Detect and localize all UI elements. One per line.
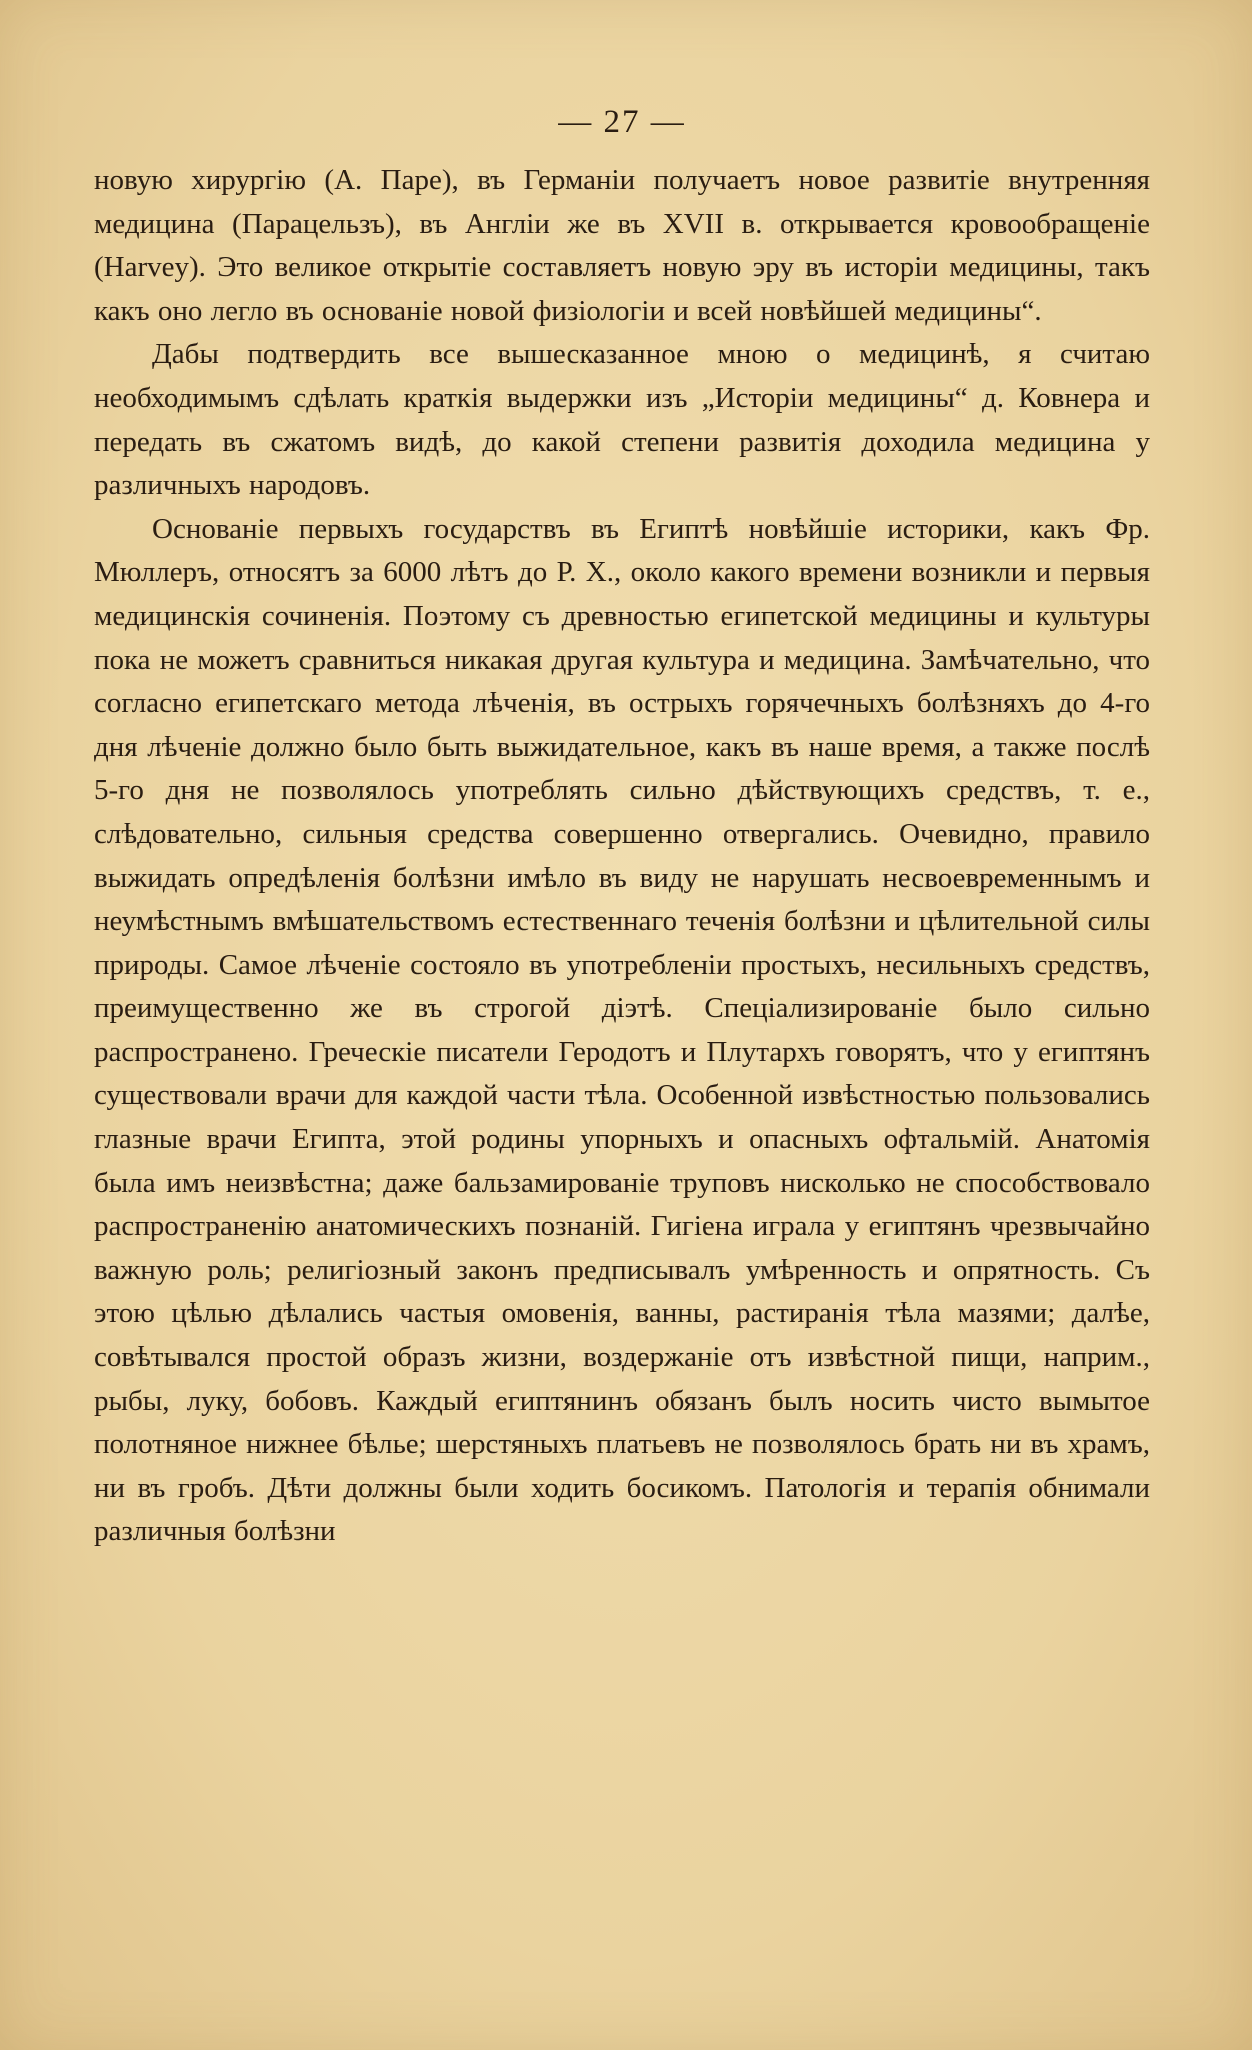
paragraph-3: Основаніе первыхъ государствъ въ Египтѣ новѣйшіе историки, какъ Фр. Мюллеръ, относятъ за 6000 лѣтъ до Р. Х., около какого времени возникли и первыя медицинскія сочиненія. Поэтому съ древностью египетской медицины и культуры пока не можетъ сравниться никакая другая культура и медицина. Замѣчательно, что согласно египетскаго метода лѣченія, въ острыхъ горячечныхъ болѣзняхъ до 4-го дня лѣченіе должно было быть выжидательное, какъ въ наше время, а также послѣ 5-го дня не позволялось употреблять сильно дѣйствующихъ средствъ, т. е., слѣдовательно, сильныя средства совершенно отвергались. Очевидно, правило выжидать опредѣленія болѣзни имѣло въ виду не нарушать несвоевременнымъ и неумѣстнымъ вмѣшательствомъ естественнаго теченія болѣзни и цѣлительной силы природы. Самое лѣченіе состояло въ употребленіи простыхъ, несильныхъ средствъ, преимущественно же въ строгой діэтѣ. Спеціализированіе было сильно распространено. Греческіе писатели Геродотъ и Плутархъ говорятъ, что у египтянъ существовали врачи для каждой части тѣла. Особенной извѣстностью пользовались глазные врачи Египта, этой родины упорныхъ и опасныхъ офтальмій. Анатомія была имъ неизвѣстна; даже бальзамированіе труповъ нисколько не способствовало распространенію анатомическихъ познаній. Гигіена играла у египтянъ чрезвычайно важную роль; религіозный законъ предписывалъ умѣренность и опрятность. Съ этою цѣлью дѣлались частыя омовенія, ванны, растиранія тѣла мазями; далѣе, совѣтывался простой образъ жизни, воздержаніе отъ извѣстной пищи, наприм., рыбы, луку, бобовъ. Каждый египтянинъ обязанъ былъ носить чисто вымытое полотняное нижнее бѣлье; шерстяныхъ платьевъ не позволялось брать ни въ храмъ, ни въ гробъ. Дѣти должны были ходить босикомъ. Патологія и терапія обнимали различныя болѣзни bbox=[94, 512, 1150, 1548]
paragraph-1: новую хирургію (А. Паре), въ Германіи получаетъ новое развитіе внутренняя медицина (Парацельзъ), въ Англіи же въ XVII в. открывается кровообращеніе (Harvey). Это великое открытіе составляетъ новую эру въ исторіи медицины, такъ какъ оно легло въ основаніе новой физіологіи и всей новѣйшей медицины“. bbox=[94, 164, 1150, 327]
paragraph-2: Дабы подтвердить все вышесказанное мною о медицинѣ, я считаю необходимымъ сдѣлать краткія выдержки изъ „Исторіи медицины“ д. Ковнера и передать въ сжатомъ видѣ, до какой степени развитія доходила медицина у различныхъ народовъ. bbox=[94, 338, 1150, 502]
page-number: — 27 — bbox=[558, 104, 686, 140]
